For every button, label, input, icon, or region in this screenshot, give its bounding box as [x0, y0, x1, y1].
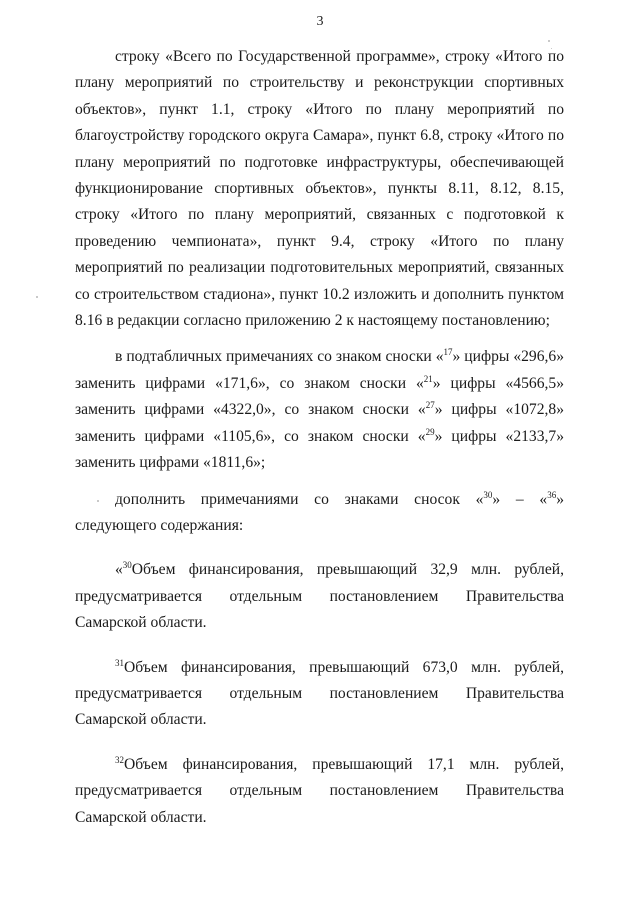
paragraph-footnote-changes [75, 344, 564, 476]
footnote-mark: 21 [423, 373, 433, 384]
text-run: » цифры «1072,8» заменить цифрами «1105,6», со знаком сноски « [75, 401, 564, 445]
footnote-32 [75, 752, 564, 831]
footnote-mark: 27 [425, 400, 435, 411]
footnote-mark: 29 [425, 426, 435, 437]
text-run: » – « [492, 490, 548, 508]
scan-speck [36, 296, 38, 298]
paragraph-amendments: строку «Всего по Государственной программе», строку «Итого по плану мероприятий по строительству и реконструкции спортивных объектов», пункт 1.1, строку «Итого по плану мероприятий по благоустройству городского округа Самара», пункт 6.8, строку «Итого по плану мероприятий по подготовке инфраструктуры, обеспечивающей функционирование спортивных объектов», пункты 8.11, 8.12, 8.15, строку «Итого по плану мероприятий, связанных с подготовкой к проведению чемпионата», пункт 9.4, строку «Итого по плану мероприятий по реализации подготовительных мероприятий, связанных со строительством стадиона», пункт 10.2 изложить и дополнить пунктом 8.16 в редакции согласно приложению 2 к настоящему постановлению; [75, 48, 564, 330]
footnote-mark: 31 [115, 657, 124, 668]
document-body [75, 44, 564, 831]
footnote-mark: 30 [483, 489, 493, 500]
scan-speck [548, 40, 550, 42]
text-run: » цифры «296,6» заменить цифрами «171,6», со знаком сноски « [75, 348, 565, 392]
text-run: Объем финансирования, превышающий 673,0 млн. рублей, предусматривается отдельным постановлением Правительства Самарской области. [75, 658, 564, 729]
footnote-30 [75, 557, 564, 636]
text-run: в подтабличных примечаниях со знаком сноски « [115, 348, 444, 366]
footnote-mark: 36 [547, 489, 557, 500]
footnote-31 [75, 655, 564, 734]
footnote-mark: 30 [122, 560, 132, 571]
paragraph-add-footnotes [75, 487, 564, 540]
text-run: Объем финансирования, превышающий 32,9 млн. рублей, предусматривается отдельным постановлением Правительства Самарской области. [75, 561, 564, 632]
text-run: Объем финансирования, превышающий 17,1 млн. рублей, предусматривается отдельным постановлением Правительства Самарской области. [75, 755, 564, 826]
text-run: дополнить примечаниями со знаками сносок « [115, 490, 484, 508]
footnote-mark: 32 [115, 754, 124, 765]
text-run: « [115, 561, 123, 579]
text-run: » цифры «2133,7» заменить цифрами «1811,6»; [75, 427, 564, 472]
text-run: » следующего содержания: [75, 490, 564, 534]
footnote-mark: 17 [443, 347, 453, 358]
page-number: 3 [316, 14, 324, 29]
text-run: » цифры «4566,5» заменить цифрами «4322,0», со знаком сноски « [75, 374, 564, 419]
